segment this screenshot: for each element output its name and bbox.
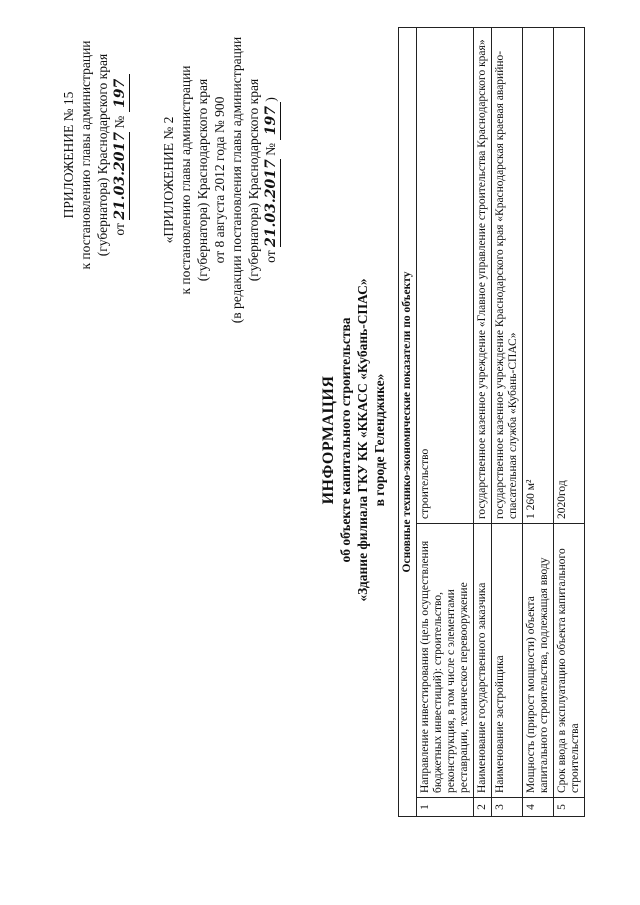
row-parameter: Наименование застройщика: [492, 524, 523, 798]
appendix-15-date: 21.03.2017: [112, 132, 128, 220]
row-number: 1: [417, 798, 474, 817]
appendix-2-line3: от 8 августа 2012 года № 900: [212, 96, 227, 264]
row-parameter: Направление инвестирования (цель осуществления бюджетных инвестиций): строительство, реконструкция, в том числе с элементами реставрации, техническое перевооружение: [417, 524, 474, 798]
appendix-2-line2: (губернатора) Краснодарского края: [195, 78, 210, 282]
row-parameter: Наименование государственного заказчика: [474, 524, 492, 798]
row-value: 2020год: [554, 28, 585, 524]
appendix-2-number-sign: №: [263, 143, 278, 156]
title-line4: в городе Геленджике»: [372, 373, 387, 507]
title-line3: «Здание филиала ГКУ КК «ККАСС «Кубань-СПАС»: [355, 278, 370, 602]
appendix-2-title: «ПРИЛОЖЕНИЕ № 2: [161, 116, 176, 244]
appendix-2-from: от: [263, 250, 278, 263]
appendix-2-header: [160, 15, 281, 345]
table-row: [474, 28, 492, 817]
row-number: 5: [554, 798, 585, 817]
row-value: 1 260 м²: [523, 28, 554, 524]
row-value: государственное казенное учреждение Краснодарского края «Краснодарская краевая аварийно-спасательная служба «Кубань-СПАС»: [492, 28, 523, 524]
appendix-2-number: 197: [263, 102, 281, 140]
appendix-15-date-line: [111, 25, 130, 285]
table-row: [554, 28, 585, 817]
appendix-15-from: от: [112, 223, 127, 236]
appendix-2-date-line: [262, 15, 281, 345]
row-number: 2: [474, 798, 492, 817]
appendix-15-title: ПРИЛОЖЕНИЕ № 15: [61, 91, 76, 219]
title-line2: об объекте капитального строительства: [338, 317, 353, 563]
appendix-2-close: ): [263, 97, 278, 102]
table-header-row: [399, 28, 417, 817]
appendix-2-line1: к постановлению главы администрации: [178, 65, 193, 295]
appendix-2-line5: (губернатора) Краснодарского края: [246, 78, 261, 282]
row-parameter: Срок ввода в эксплуатацию объекта капитального строительства: [554, 524, 585, 798]
row-value: строительство: [417, 28, 474, 524]
appendix-15-header: [60, 25, 130, 285]
table-row: [417, 28, 474, 817]
indicators-table: [398, 27, 585, 817]
appendix-15-line1: к постановлению главы администрации: [78, 40, 93, 270]
title-line1: ИНФОРМАЦИЯ: [320, 375, 337, 505]
appendix-2-date: 21.03.2017: [263, 159, 279, 247]
appendix-15-number-sign: №: [112, 115, 127, 129]
row-number: 4: [523, 798, 554, 817]
document-title: [320, 240, 388, 640]
table-row: [523, 28, 554, 817]
appendix-15-line2: (губернатора) Краснодарского края: [95, 53, 110, 257]
row-value: государственное казенное учреждение «Главное управление строительства Краснодарского края»: [474, 28, 492, 524]
table-row: [492, 28, 523, 817]
appendix-2-line4: (в редакции постановления главы администрации: [229, 36, 244, 324]
row-parameter: Мощность (прирост мощности) объекта капитального строительства, подлежащая вводу: [523, 524, 554, 798]
appendix-15-number: 197: [112, 74, 130, 112]
table-header: Основные технико-экономические показатели по объекту: [399, 28, 417, 817]
row-number: 3: [492, 798, 523, 817]
